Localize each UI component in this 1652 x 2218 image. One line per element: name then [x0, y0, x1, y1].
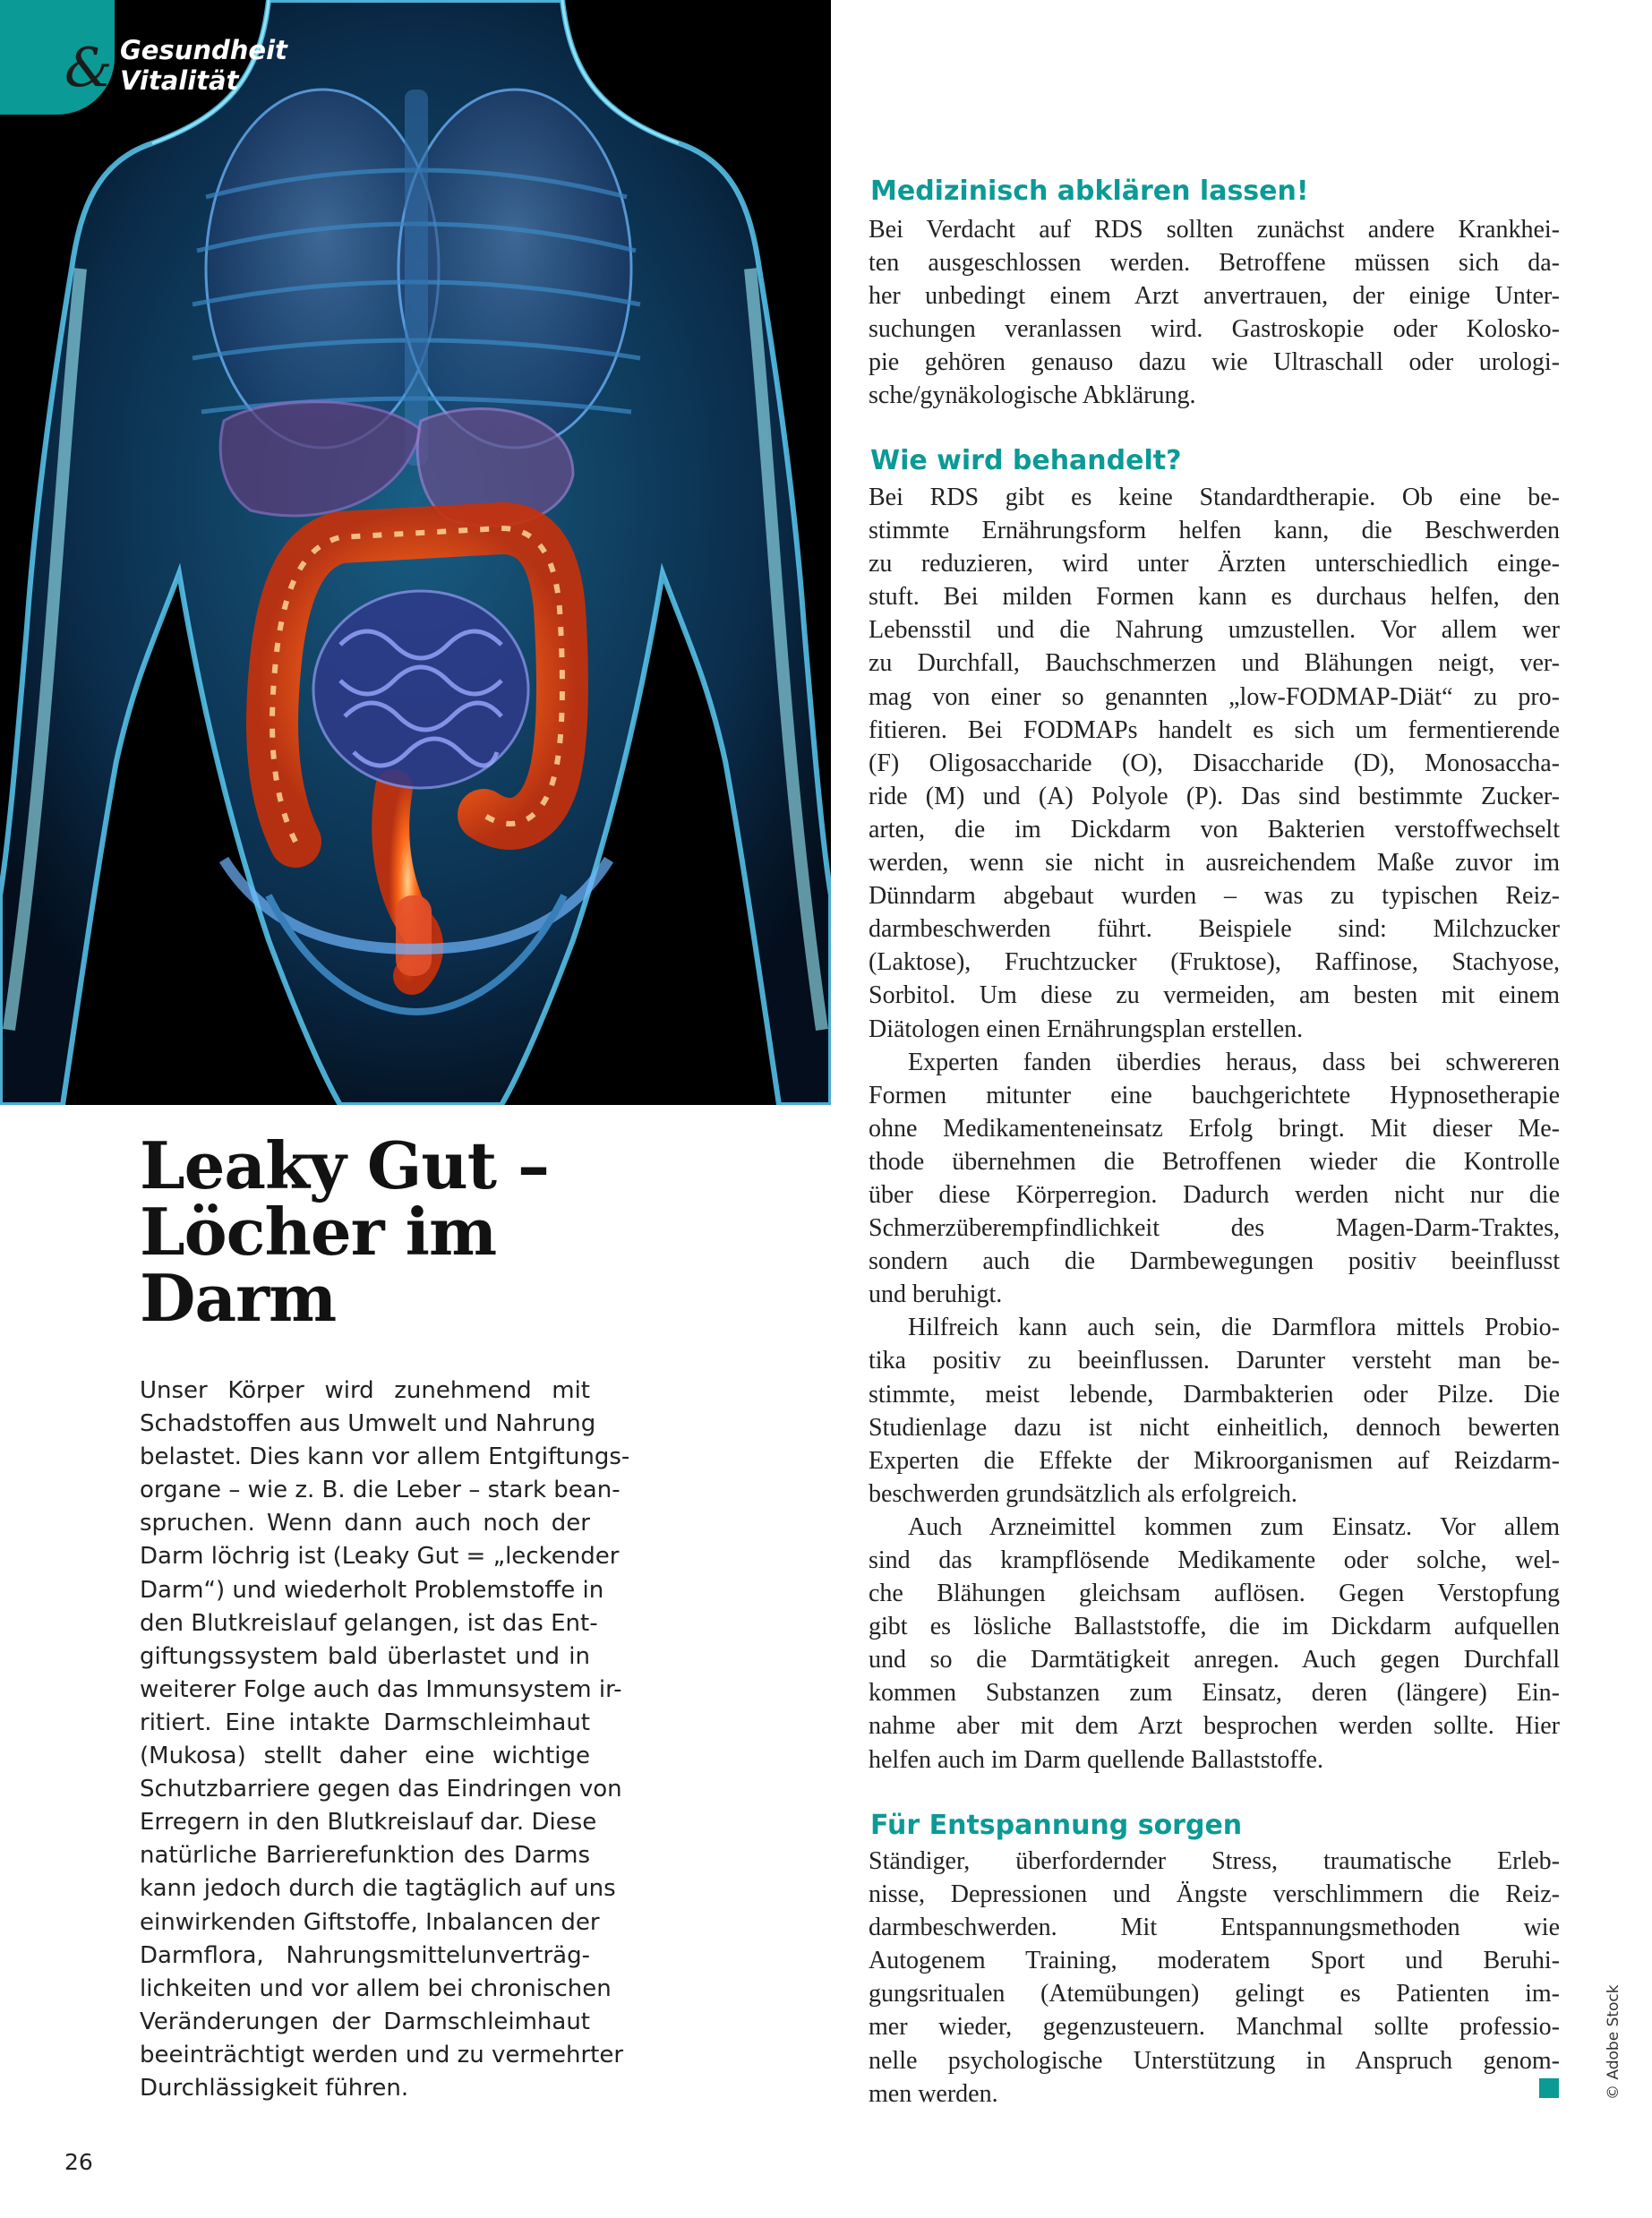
text-line: nisse, Depressionen und Ängste verschlimmern die Reiz- — [869, 1880, 1560, 1909]
text-line: Formen mitunter eine bauchgerichtete Hypnosetherapie — [869, 1081, 1560, 1109]
hero-illustration — [0, 0, 831, 1105]
text-line: Experten fanden überdies heraus, dass bei schwereren — [908, 1048, 1560, 1076]
intro-line: Darm“) und wiederholt Problemstoffe in — [140, 1576, 604, 1604]
headline-line: Darm — [140, 1260, 337, 1336]
text-line: sondern auch die Darmbewegungen positiv beeinflusst — [869, 1247, 1560, 1276]
text-line: gibt es lösliche Ballaststoffe, die im Dickdarm aufquellen — [869, 1613, 1560, 1641]
text-line: darmbeschwerden führt. Beispiele sind: Milchzucker — [869, 915, 1560, 944]
photo-credit: © Adobe Stock — [1605, 1984, 1622, 2100]
intro-line: natürliche Barrierefunktion des Darms — [140, 1842, 590, 1870]
section-ampersand: & — [64, 37, 113, 99]
text-line: und so die Darmtätigkeit anregen. Auch gegen Durchfall — [869, 1646, 1560, 1674]
text-line: pie gehören genauso dazu wie Ultraschall oder urologi- — [869, 348, 1560, 377]
text-line: Bei RDS gibt es keine Standardtherapie. Ob eine be- — [869, 484, 1560, 511]
text-line: (F) Oligosaccharide (O), Disaccharide (D), Monosaccha- — [869, 749, 1560, 777]
text-line: zu Durchfall, Bauchschmerzen und Blähungen neigt, ver- — [869, 649, 1560, 678]
intro-line: Erregern in den Blutkreislauf dar. Diese — [140, 1809, 597, 1837]
intro-line: Unser Körper wird zunehmend mit — [140, 1377, 590, 1404]
text-line: Diätologen einen Ernährungsplan erstellen. — [869, 1015, 1304, 1043]
intro-line: Darm löchrig ist (Leaky Gut = „leckender — [140, 1543, 620, 1571]
end-mark-square — [1539, 2078, 1559, 2098]
heading-entspannung: Für Entspannung sorgen — [870, 1810, 1243, 1841]
text-line: helfen auch im Darm quellende Ballaststoffe. — [869, 1745, 1323, 1774]
text-line: Lebensstil und die Nahrung umzustellen. Vor allem wer — [869, 616, 1560, 645]
text-line: Dünndarm abgebaut wurden – was zu typischen Reiz- — [869, 882, 1560, 911]
intro-line: giftungssystem bald überlastet und in — [140, 1642, 590, 1670]
section-label-line2: Vitalität — [120, 65, 239, 96]
text-line: Studienlage dazu ist nicht einheitlich, dennoch bewerten — [869, 1413, 1560, 1442]
paragraph-entspannung — [869, 1845, 1560, 2111]
article-headline — [140, 1127, 677, 1336]
text-line: ride (M) und (A) Polyole (P). Das sind bestimmte Zucker- — [869, 782, 1560, 810]
intro-paragraph — [140, 1374, 630, 2105]
intro-line: organe – wie z. B. die Leber – stark bean- — [140, 1477, 621, 1504]
text-line: und beruhigt. — [869, 1280, 1003, 1309]
text-line: (Laktose), Fruchtzucker (Fruktose), Raffinose, Stachyose, — [869, 948, 1560, 977]
text-line: suchungen veranlassen wird. Gastroskopie oder Kolosko- — [869, 315, 1560, 344]
heading-medizinisch: Medizinisch abklären lassen! — [870, 176, 1309, 207]
text-line: Experten die Effekte der Mikroorganismen auf Reizdarm- — [869, 1446, 1560, 1475]
intro-line: kann jedoch durch die tagtäglich auf uns — [140, 1875, 616, 1903]
intro-line: den Blutkreislauf gelangen, ist das Ent- — [140, 1609, 598, 1637]
text-line: Sorbitol. Um diese zu vermeiden, am besten mit einem — [869, 981, 1560, 1010]
text-line: thode übernehmen die Betroffenen wieder die Kontrolle — [869, 1147, 1560, 1176]
text-line: beschwerden grundsätzlich als erfolgreich. — [869, 1479, 1297, 1508]
intro-line: belastet. Dies kann vor allem Entgiftungs- — [140, 1443, 630, 1471]
intro-line: Schadstoffen aus Umwelt und Nahrung — [140, 1410, 596, 1438]
intro-line: weiterer Folge auch das Immunsystem ir- — [140, 1675, 622, 1703]
text-line: sind das krampflösende Medikamente oder solche, wel- — [869, 1546, 1560, 1574]
text-line: sche/gynäkologische Abklärung. — [869, 381, 1196, 410]
intro-line: beeinträchtigt werden und zu vermehrter — [140, 2041, 624, 2068]
intro-line: lichkeiten und vor allem bei chronischen — [140, 1974, 612, 2002]
section-label-line1: Gesundheit — [120, 35, 287, 65]
text-line: Auch Arzneimittel kommen zum Einsatz. Vor allem — [908, 1512, 1560, 1541]
text-line: zu reduzieren, wird unter Ärzten unterschiedlich einge- — [869, 550, 1560, 578]
text-line: ohne Medikamenteneinsatz Erfolg bringt. Mit dieser Me- — [869, 1114, 1560, 1143]
text-line: Hilfreich kann auch sein, die Darmflora mittels Probio- — [908, 1314, 1560, 1342]
text-line: tika positiv zu beeinflussen. Darunter versteht man be- — [869, 1347, 1560, 1375]
text-line: her unbedingt einem Arzt anvertrauen, der einige Unter- — [869, 282, 1560, 311]
text-line: che Blähungen gleichsam auflösen. Gegen Verstopfung — [869, 1580, 1560, 1608]
page-number: 26 — [64, 2149, 93, 2175]
text-line: mag von einer so genannten „low-FODMAP-Diät“ zu pro- — [869, 682, 1560, 711]
text-line: stuft. Bei milden Formen kann es durchaus helfen, den — [869, 583, 1560, 612]
text-line: stimmte, meist lebende, Darmbakterien oder Pilze. Die — [869, 1380, 1560, 1409]
text-line: nelle psychologische Unterstützung in Anspruch genom- — [869, 2046, 1560, 2075]
small-intestine — [313, 591, 528, 788]
text-line: mer wieder, gegenzusteuern. Manchmal sollte professio- — [869, 2013, 1560, 2042]
intro-line: Durchlässigkeit führen. — [140, 2074, 409, 2102]
text-line: stimmte Ernährungsform helfen kann, die Beschwerden — [869, 517, 1560, 545]
text-line: men werden. — [869, 2079, 998, 2108]
text-line: Schmerzüberempfindlichkeit des Magen-Darm-Traktes, — [869, 1214, 1560, 1243]
intro-line: ritiert. Eine intakte Darmschleimhaut — [140, 1708, 590, 1736]
text-line: Bei Verdacht auf RDS sollten zunächst andere Krankhei- — [869, 216, 1560, 244]
intro-line: (Mukosa) stellt daher eine wichtige — [140, 1743, 590, 1770]
text-line: über diese Körperregion. Dadurch werden nicht nur die — [869, 1180, 1560, 1209]
text-line: werden, wenn sie nicht in ausreichendem Maße zuvor im — [869, 849, 1560, 878]
text-line: Autogenem Training, moderatem Sport und Beruhi- — [869, 1947, 1560, 1975]
text-line: fitieren. Bei FODMAPs handelt es sich um fermentierende — [869, 715, 1560, 744]
intro-line: Veränderungen der Darmschleimhaut — [140, 2008, 590, 2035]
headline-line: Löcher im — [140, 1194, 497, 1270]
text-line: Ständiger, überfordernder Stress, traumatische Erleb- — [869, 1847, 1560, 1875]
text-line: kommen Substanzen zum Einsatz, deren (längere) Ein- — [869, 1679, 1560, 1708]
text-line: nahme aber mit dem Arzt besprochen werden sollte. Hier — [869, 1712, 1560, 1741]
text-line: ten ausgeschlossen werden. Betroffene müssen sich da- — [869, 249, 1560, 278]
text-line: arten, die im Dickdarm von Bakterien verstoffwechselt — [869, 815, 1560, 844]
text-line: gungsritualen (Atemübungen) gelingt es Patienten im- — [869, 1980, 1560, 2008]
intro-line: spruchen. Wenn dann auch noch der — [140, 1510, 590, 1537]
intro-line: einwirkenden Giftstoffe, Inbalancen der — [140, 1908, 600, 1936]
paragraph-medizinisch — [869, 213, 1560, 413]
headline-line: Leaky Gut – — [140, 1127, 550, 1203]
intro-line: Darmflora, Nahrungsmittelunverträg- — [140, 1941, 590, 1969]
intro-line: Schutzbarriere gegen das Eindringen von — [140, 1776, 622, 1803]
heading-behandelt: Wie wird behandelt? — [870, 445, 1182, 476]
text-line: darmbeschwerden. Mit Entspannungsmethoden wie — [869, 1914, 1560, 1942]
paragraph-behandelt — [869, 481, 1560, 1777]
